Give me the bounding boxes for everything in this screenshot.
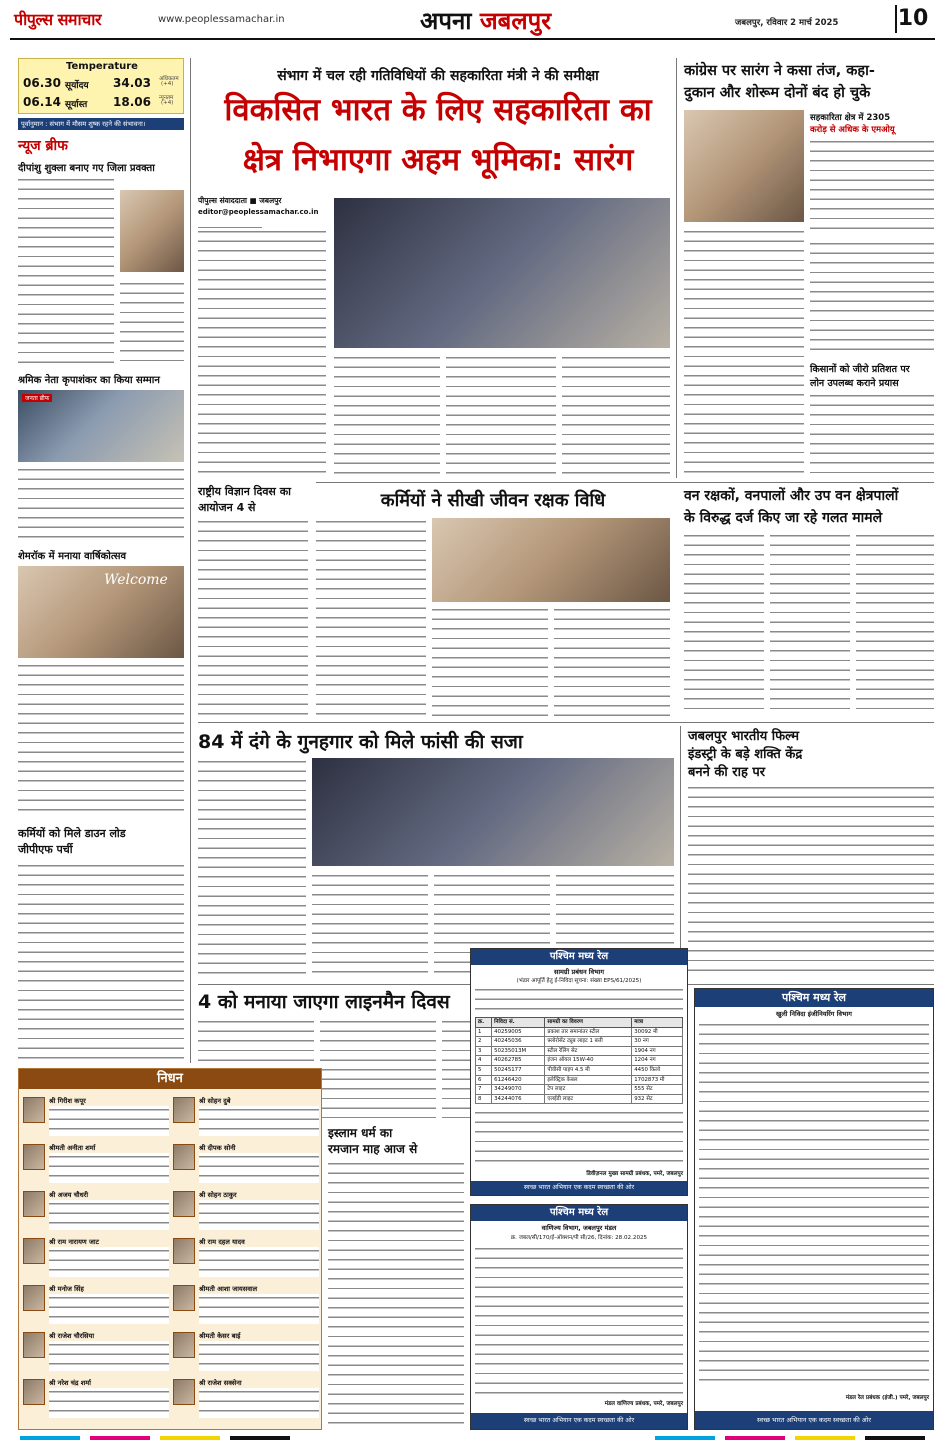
table-cell: 50235013M [492,1046,545,1056]
table-cell: 8 [476,1094,492,1104]
max-temp: 34.03 [113,76,151,90]
obituary-text [199,1247,319,1277]
obituary-text [199,1341,319,1371]
lead-kicker: संभाग में चल रही गतिविधियों की सहकारिता मंत्री ने की समीक्षा [277,68,599,84]
brief-story-4-headline-2: जीपीएफ पर्ची [18,843,73,856]
right-highlight-1: सहकारिता क्षेत्र में 2305 [810,113,891,123]
center-right-rule [676,58,677,478]
tender-1-table [475,1017,683,1104]
film-headline-1: जबलपुर भारतीय फिल्म [688,729,800,744]
forest-headline-1: वन रक्षकों, वनपालों और उप वन क्षेत्रपालों [684,488,899,504]
training-text-3 [554,606,670,716]
weather-forecast: पूर्वानुमान : संभाग में मौसम शुष्क रहने की संभावना। [18,118,184,130]
table-row [476,1065,683,1075]
ramzan-headline-2: रमजान माह आज से [328,1142,418,1156]
table-cell: पीवीसी पाइप 4.5 मी [545,1065,632,1075]
color-registration-strip [20,1434,925,1442]
table-cell: 4450 किलो [632,1065,683,1075]
forest-text-2 [770,532,850,716]
table-cell: फ़्लोरोसेंट ट्यूब लाइट 1 बत्ती [545,1037,632,1047]
obituary-name: श्री गिरीश कपूर [49,1097,86,1105]
weather-box [18,58,184,114]
obituary-photo [23,1191,45,1217]
science-day-headline-1: राष्ट्रीय विज्ञान दिवस का [198,485,291,498]
table-row [476,1046,683,1056]
sunrise-time: 06.30 [23,76,61,90]
max-label: अधिकतम [159,76,179,82]
obituary-photo [23,1238,45,1264]
film-headline-2: इंडस्ट्री के बड़े शक्ति केंद्र [688,747,803,762]
training-photo [432,518,670,602]
table-row [476,1075,683,1085]
obituary-list-left [23,1095,169,1425]
tender-1-footer: डिवीज़नल मुख्य सामग्री प्रबंधक, पमरे, जबलपुर [586,1171,683,1177]
obituary-header: निधन [19,1069,321,1089]
obituary-name: श्री मनोज सिंह [49,1285,84,1293]
brief-story-2-photo-label: जनता ब्रीफ [22,394,52,402]
obituary-photo [173,1191,195,1217]
table-cell: 40245036 [492,1037,545,1047]
table-row [476,1027,683,1037]
table-cell: टेप लाइट [545,1085,632,1095]
riot-headline: 84 में दंगे के गुनहगार को मिले फांसी की सजा [198,731,523,753]
ramzan-headline-1: इस्लाम धर्म का [328,1126,393,1140]
obituary-text [49,1153,169,1183]
table-cell: 40259005 [492,1027,545,1037]
obituary-name: श्री राजेश चौरसिया [49,1332,95,1340]
riot-text-2 [312,872,428,978]
tender-3-header: पश्चिम मध्य रेल [695,989,933,1007]
tender-3-slogan: स्वच्छ भारत अभियान एक कदम स्वच्छता की ओर [695,1411,933,1429]
obituary-photo [173,1144,195,1170]
forest-text-1 [684,532,764,716]
obituary-text [49,1200,169,1230]
brief-story-1-text [18,176,114,366]
table-cell: स्टील रेलिंग सेट [545,1046,632,1056]
obituary-text [199,1294,319,1324]
brief-story-3-banner-text: Welcome [104,572,168,588]
table-cell: 932 सेट [632,1094,683,1104]
sunset-label: सूर्यास्त [65,100,88,110]
obituary-list-right [173,1095,319,1425]
table-cell: एलईडी लाइट [545,1094,632,1104]
training-text-2 [432,606,548,716]
section-title-apna: अपना [420,7,472,35]
science-day-headline-2: आयोजन 4 से [198,501,256,514]
lead-email[interactable]: editor@peoplessamachar.co.in [198,208,319,216]
obituary-text [199,1153,319,1183]
obituary-name: श्री अजय चौधरी [49,1191,89,1199]
right-highlight-text [810,138,934,236]
lead-photo [334,198,670,348]
film-text [688,784,934,978]
obituary-entry [23,1142,169,1186]
obituary-photo [23,1285,45,1311]
right-text-col-3 [810,392,934,478]
obituary-name: श्री सोहन दुबे [199,1097,231,1105]
lead-text-col-3 [446,354,556,478]
brief-story-4-headline-1: कर्मियों को मिले डाउन लोड [18,827,126,840]
obituary-name: श्री राजेश सक्सेना [199,1379,242,1387]
obituary-entry [23,1377,169,1421]
tender-1-column-header: मात्रा [632,1018,683,1028]
newspaper-logo: पीपुल्स समाचार [14,10,101,29]
tender-notice-3 [694,988,934,1430]
obituary-entry [173,1189,319,1233]
obituary-entry [173,1377,319,1421]
mid-rule [198,722,934,723]
table-cell: 1702873 मी [632,1075,683,1085]
obituary-name: श्री राम नारायण जाट [49,1238,99,1246]
tender-notice-1 [470,948,688,1196]
obituary-photo [173,1332,195,1358]
riot-photo [312,758,674,866]
obituary-entry [23,1095,169,1139]
table-cell: 4 [476,1056,492,1066]
obituary-entry [23,1236,169,1280]
forest-headline-2: के विरुद्ध दर्ज किए जा रहे गलत मामले [684,510,883,526]
brief-story-3-headline: शेमरॉक में मनाया वार्षिकोत्सव [18,551,127,562]
obituary-photo [173,1238,195,1264]
weather-title: Temperature [66,61,138,72]
table-cell: 30 नग [632,1037,683,1047]
obituary-entry [173,1095,319,1139]
obituary-photo [23,1379,45,1405]
table-cell: 1204 नग [632,1056,683,1066]
tender-notice-2 [470,1204,688,1430]
table-row [476,1094,683,1104]
right-portrait [684,110,804,222]
obituary-entry [23,1189,169,1233]
tender-1-slogan: स्वच्छ भारत अभियान एक कदम स्वच्छता की ओर [471,1181,687,1195]
table-cell: 1 [476,1027,492,1037]
tender-2-footer: मंडल वाणिज्य प्रबंधक, पमरे, जबलपुर [604,1401,683,1407]
obituary-text [199,1388,319,1418]
obituary-name: श्री नरेश चंद्र शर्मा [49,1379,91,1387]
tender-2-header: पश्चिम मध्य रेल [471,1205,687,1221]
right-subhead-1: किसानों को जीरो प्रतिशत पर [810,364,910,375]
table-row [476,1056,683,1066]
brief-story-3-photo [18,566,184,658]
obituary-entry [173,1236,319,1280]
obituary-photo [173,1097,195,1123]
news-brief-header: न्यूज ब्रीफ [18,138,68,154]
tender-1-terms [475,1109,683,1167]
sunrise-label: सूर्योदय [65,81,89,91]
obituary-name: श्रीमती केसर बाई [199,1332,241,1340]
obituary-entry [173,1142,319,1186]
tender-3-footer: मंडल रेल प्रबंधक (इंजी.) पमरे, जबलपुर [845,1395,929,1401]
table-cell: 30092 मी [632,1027,683,1037]
obituary-photo [23,1097,45,1123]
science-day-text [198,518,308,716]
obituary-name: श्रीमती अनीता शर्मा [49,1144,96,1152]
table-cell: 61246420 [492,1075,545,1085]
brief-story-1-photo [120,190,184,272]
obituary-entry [173,1283,319,1327]
min-label: न्यूनतम [159,95,174,101]
ramzan-text [328,1160,464,1430]
lead-headline-1: विकसित भारत के लिए सहकारिता का [224,92,652,128]
obituary-text [199,1106,319,1136]
table-cell: इलेक्ट्रिक केबल [545,1075,632,1085]
obituary-text [49,1294,169,1324]
brief-story-3-text [18,662,184,818]
right-highlight-2: करोड़ से अधिक के एमओयू [810,125,895,135]
tender-1-header: पश्चिम मध्य रेल [471,949,687,965]
obituary-text [49,1341,169,1371]
tender-1-subheader: सामग्री प्रबंधन विभाग [553,968,605,976]
brief-story-1-text-2 [120,280,184,366]
table-cell: 50245177 [492,1065,545,1075]
right-subhead-2: लोन उपलब्ध कराने प्रयास [810,378,899,389]
page-number: 10 [895,5,929,33]
lead-text-col-1b [198,228,326,478]
table-cell: प्रकाश तार समानांतर स्टील [545,1027,632,1037]
masthead-rule [10,38,935,40]
tender-2-ref: क्र. जबल/सी/170/ई-ऑक्शन/पी सी/26, दिनांक: 28.02.2025 [510,1235,648,1241]
obituary-text [49,1247,169,1277]
forest-top-rule [316,482,934,483]
right-text-col-1 [684,228,804,476]
section-title [420,4,551,37]
website-url[interactable]: www.peoplessamachar.in [158,14,285,25]
table-cell: इंजन ऑयल 15W-40 [545,1056,632,1066]
table-cell: 40262785 [492,1056,545,1066]
obituary-name: श्री राम दहल यादव [199,1238,245,1246]
table-row [476,1085,683,1095]
date-line: जबलपुर, रविवार 2 मार्च 2025 [735,18,839,28]
tender-1-intro [475,986,683,1014]
film-rule [680,726,681,980]
brief-story-4-text [18,862,184,1062]
table-cell: 1904 नग [632,1046,683,1056]
masthead [0,0,945,40]
tender-2-body [475,1245,683,1397]
obituary-entry [173,1330,319,1374]
section-title-jabalpur: जबलपुर [479,7,552,35]
brief-story-2-headline: श्रमिक नेता कृपाशंकर का किया सम्मान [18,375,160,386]
forest-text-3 [856,532,934,716]
left-column-rule [190,58,191,1063]
riot-text-1 [198,758,306,978]
tender-1-column-header: क्र. [476,1018,492,1028]
min-delta: (+4) [161,100,174,106]
training-text-1 [316,518,426,716]
table-cell: 3 [476,1046,492,1056]
obituary-text [49,1388,169,1418]
table-cell: 34249070 [492,1085,545,1095]
brief-story-1-headline: दीपांशु शुक्ला बनाए गए जिला प्रवक्ता [18,163,155,174]
tender-1-column-header: सामग्री का विवरण [545,1018,632,1028]
obituary-photo [173,1285,195,1311]
obituary-photo [173,1379,195,1405]
lead-headline-2: क्षेत्र निभाएगा अहम भूमिका: सारंग [242,142,634,178]
lead-byline: पीपुल्स संवाददाता ■ जबलपुर [198,196,282,205]
tender-1-notice-no: (भंडार आपूर्ति हेतु ई-निविदा सूचना: संख्या EPS/61/2025) [516,978,642,984]
tender-1-table-header [476,1018,683,1028]
min-temp: 18.06 [113,95,151,109]
lineman-text-2 [320,1018,436,1118]
brief-story-2-text [18,466,184,542]
table-cell: 5 [476,1065,492,1075]
table-cell: 7 [476,1085,492,1095]
table-cell: 34244076 [492,1094,545,1104]
right-text-col-2 [810,240,934,358]
right-headline-1: कांग्रेस पर सारंग ने कसा तंज, कहा- [684,63,875,79]
table-cell: 6 [476,1075,492,1085]
tender-2-slogan: स्वच्छ भारत अभियान एक कदम स्वच्छता की ओर [471,1413,687,1429]
training-headline: कर्मियों ने सीखी जीवन रक्षक विधि [380,490,606,511]
obituary-name: श्री सोहन ठाकुर [199,1191,237,1199]
obituary-entry [23,1330,169,1374]
sunset-time: 06.14 [23,95,61,109]
tender-2-subheader: वाणिज्य विभाग, जबलपुर मंडल [541,1224,617,1232]
brief-story-2-photo [18,390,184,462]
tender-3-subheader: खुली निविदा इंजीनियरिंग विभाग [776,1010,852,1018]
obituary-box [18,1068,322,1430]
tender-1-column-header: निविदा सं. [492,1018,545,1028]
obituary-name: श्री दीपक सोनी [199,1144,236,1152]
max-delta: (+4) [161,81,174,87]
obituary-photo [23,1332,45,1358]
film-headline-3: बनने की राह पर [688,765,766,780]
tender-3-body [699,1021,929,1389]
obituary-text [49,1106,169,1136]
lead-text-col-2 [334,354,440,478]
table-row [476,1037,683,1047]
table-cell: 555 सेट [632,1085,683,1095]
lead-text-col-4 [562,354,670,478]
lineman-headline: 4 को मनाया जाएगा लाइनमैन दिवस [198,991,450,1013]
table-cell: 2 [476,1037,492,1047]
obituary-text [199,1200,319,1230]
tender-1-table-body [476,1027,683,1104]
right-headline-2: दुकान और शोरूम दोनों बंद हो चुके [684,85,871,101]
obituary-photo [23,1144,45,1170]
obituary-name: श्रीमती आशा जायसवाल [199,1285,258,1293]
obituary-entry [23,1283,169,1327]
